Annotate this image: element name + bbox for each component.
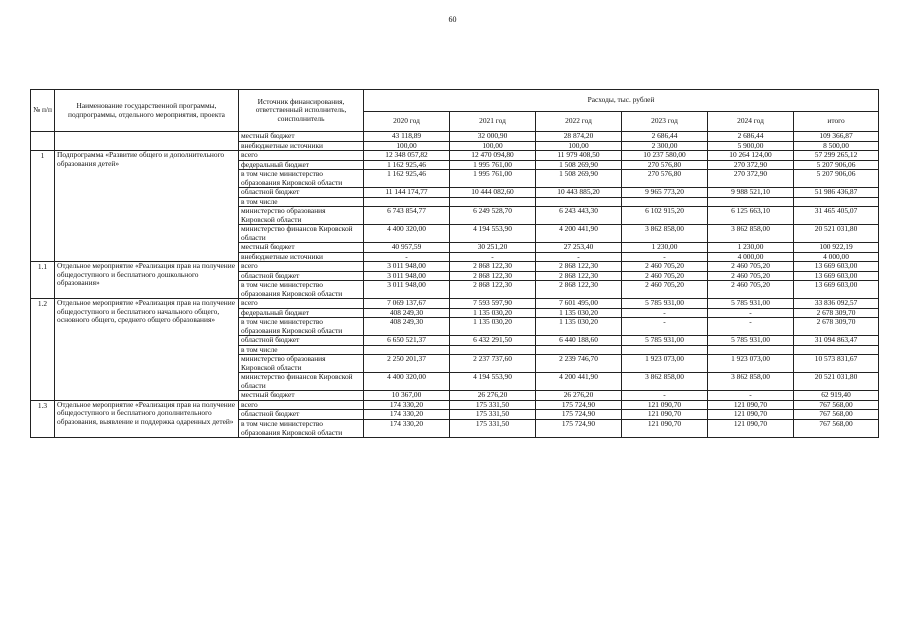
funding-source: всего — [239, 400, 364, 410]
table-row — [31, 262, 879, 272]
total-value: 767 568,00 — [794, 419, 879, 437]
header-number: № п/п — [31, 90, 55, 132]
year-value: 1 508 269,90 — [536, 160, 622, 170]
row-number: 1.2 — [31, 299, 55, 401]
year-value: 2 250 201,37 — [364, 355, 450, 373]
year-value: 1 508 269,90 — [536, 170, 622, 188]
funding-source: в том числе — [239, 197, 364, 207]
year-value: 1 230,00 — [708, 243, 794, 253]
year-value: 2 868 122,30 — [450, 271, 536, 281]
year-value: 6 743 854,77 — [364, 207, 450, 225]
year-value: 3 862 858,00 — [708, 373, 794, 391]
year-value: 270 372,90 — [708, 170, 794, 188]
total-value: 57 299 265,12 — [794, 151, 879, 161]
year-value: - — [450, 252, 536, 262]
year-value: - — [622, 308, 708, 318]
year-value: 5 785 931,00 — [708, 299, 794, 309]
year-value: 6 440 188,60 — [536, 336, 622, 346]
table-body — [31, 132, 879, 438]
year-value: 174 330,20 — [364, 410, 450, 420]
year-value: 28 874,20 — [536, 132, 622, 142]
year-value: 121 090,70 — [622, 400, 708, 410]
year-value — [364, 197, 450, 207]
year-value: - — [622, 252, 708, 262]
year-value: 43 118,89 — [364, 132, 450, 142]
year-value: - — [708, 318, 794, 336]
funding-source: местный бюджет — [239, 391, 364, 401]
year-value: 175 724,90 — [536, 419, 622, 437]
year-value: 2 237 737,60 — [450, 355, 536, 373]
total-value: 767 568,00 — [794, 400, 879, 410]
total-value: 20 521 031,80 — [794, 373, 879, 391]
header-year: 2021 год — [450, 112, 536, 132]
program-name: Отдельное мероприятие «Реализация прав на получение общедоступного и бесплатного начального общего, основного общего, среднего общего образования» — [55, 299, 239, 401]
year-value: 12 470 094,80 — [450, 151, 536, 161]
funding-source: в том числе министерство образования Кировской области — [239, 170, 364, 188]
year-value: 408 249,30 — [364, 318, 450, 336]
year-value: 1 995 761,00 — [450, 170, 536, 188]
year-value: 11 979 408,50 — [536, 151, 622, 161]
year-value: 5 785 931,00 — [708, 336, 794, 346]
year-value: 1 995 761,00 — [450, 160, 536, 170]
year-value: 175 331,50 — [450, 400, 536, 410]
row-number: 1.3 — [31, 400, 55, 437]
year-value: 2 868 122,30 — [536, 271, 622, 281]
row-number: 1.1 — [31, 262, 55, 299]
funding-source: в том числе министерство образования Кировской области — [239, 419, 364, 437]
year-value: 121 090,70 — [622, 410, 708, 420]
year-value: 1 162 925,46 — [364, 170, 450, 188]
funding-source: областной бюджет — [239, 336, 364, 346]
year-value: 121 090,70 — [708, 419, 794, 437]
funding-source: министерство финансов Кировской области — [239, 373, 364, 391]
total-value: 31 465 405,07 — [794, 207, 879, 225]
funding-source: местный бюджет — [239, 132, 364, 142]
program-name — [55, 132, 239, 151]
table-row — [31, 151, 879, 161]
funding-source: областной бюджет — [239, 188, 364, 198]
year-value: 1 923 073,00 — [708, 355, 794, 373]
year-value: 1 230,00 — [622, 243, 708, 253]
year-value: 10 367,00 — [364, 391, 450, 401]
year-value: 4 000,00 — [708, 252, 794, 262]
year-value — [450, 345, 536, 355]
year-value — [708, 345, 794, 355]
year-value: 10 444 082,60 — [450, 188, 536, 198]
year-value: - — [536, 252, 622, 262]
funding-source: министерство образования Кировской области — [239, 207, 364, 225]
funding-source: федеральный бюджет — [239, 308, 364, 318]
year-value: 270 576,80 — [622, 170, 708, 188]
funding-source: всего — [239, 299, 364, 309]
year-value: 4 400 320,00 — [364, 225, 450, 243]
funding-source: областной бюджет — [239, 410, 364, 420]
year-value: 10 264 124,00 — [708, 151, 794, 161]
year-value: 121 090,70 — [622, 419, 708, 437]
total-value: 8 500,00 — [794, 141, 879, 151]
year-value: 5 900,00 — [708, 141, 794, 151]
year-value: 6 102 915,20 — [622, 207, 708, 225]
funding-source: федеральный бюджет — [239, 160, 364, 170]
year-value: 1 135 030,20 — [450, 308, 536, 318]
year-value: 26 276,20 — [450, 391, 536, 401]
total-value: 2 678 309,70 — [794, 308, 879, 318]
funding-source: всего — [239, 262, 364, 272]
expenses-table — [30, 89, 879, 438]
total-value: 5 207 906,06 — [794, 170, 879, 188]
year-value: 1 135 030,20 — [450, 318, 536, 336]
total-value: 62 919,40 — [794, 391, 879, 401]
year-value: 175 724,90 — [536, 410, 622, 420]
year-value: 11 144 174,77 — [364, 188, 450, 198]
funding-source: местный бюджет — [239, 243, 364, 253]
year-value: 6 249 528,70 — [450, 207, 536, 225]
funding-source: внебюджетные источники — [239, 141, 364, 151]
year-value: 408 249,30 — [364, 308, 450, 318]
year-value: 7 069 137,67 — [364, 299, 450, 309]
year-value: 10 443 885,20 — [536, 188, 622, 198]
year-value: 9 988 521,10 — [708, 188, 794, 198]
year-value: 9 965 773,20 — [622, 188, 708, 198]
year-value: 10 237 580,00 — [622, 151, 708, 161]
year-value: 175 331,50 — [450, 419, 536, 437]
year-value: 7 601 495,00 — [536, 299, 622, 309]
year-value: 2 460 705,20 — [622, 271, 708, 281]
year-value: 3 862 858,00 — [622, 225, 708, 243]
header-total: итого — [794, 112, 879, 132]
header-source: Источник финансирования, ответственный исполнитель, соисполнитель — [239, 90, 364, 132]
total-value: 2 678 309,70 — [794, 318, 879, 336]
year-value: 2 460 705,20 — [708, 262, 794, 272]
total-value: 10 573 831,67 — [794, 355, 879, 373]
header-name: Наименование государственной программы, подпрограммы, отдельного мероприятия, проекта — [55, 90, 239, 132]
year-value — [708, 197, 794, 207]
year-value: 6 650 521,37 — [364, 336, 450, 346]
header-year: 2024 год — [708, 112, 794, 132]
year-value: 2 868 122,30 — [450, 281, 536, 299]
year-value: 1 135 030,20 — [536, 318, 622, 336]
year-value: 2 460 705,20 — [708, 271, 794, 281]
year-value: 121 090,70 — [708, 400, 794, 410]
year-value: 4 200 441,90 — [536, 225, 622, 243]
year-value: 3 011 948,00 — [364, 271, 450, 281]
funding-source: всего — [239, 151, 364, 161]
total-value — [794, 345, 879, 355]
year-value — [364, 345, 450, 355]
year-value: 2 686,44 — [622, 132, 708, 142]
year-value — [622, 197, 708, 207]
row-number: 1 — [31, 151, 55, 262]
year-value: 174 330,20 — [364, 419, 450, 437]
funding-source: в том числе — [239, 345, 364, 355]
year-value: 2 868 122,30 — [450, 262, 536, 272]
total-value — [794, 197, 879, 207]
year-value — [536, 345, 622, 355]
year-value: 121 090,70 — [708, 410, 794, 420]
year-value: 3 011 948,00 — [364, 281, 450, 299]
funding-source: внебюджетные источники — [239, 252, 364, 262]
year-value: 270 576,80 — [622, 160, 708, 170]
page-number: 60 — [448, 15, 457, 24]
year-value: 32 000,90 — [450, 132, 536, 142]
total-value: 4 000,00 — [794, 252, 879, 262]
year-value: 3 862 858,00 — [622, 373, 708, 391]
table-row — [31, 400, 879, 410]
program-name: Отдельное мероприятие «Реализация прав на получение общедоступного и бесплатного дополнительного образования, выявление и поддержка одаренных детей» — [55, 400, 239, 437]
year-value: 4 400 320,00 — [364, 373, 450, 391]
table-row — [31, 299, 879, 309]
year-value: 1 923 073,00 — [622, 355, 708, 373]
total-value: 13 669 603,00 — [794, 271, 879, 281]
year-value — [622, 345, 708, 355]
total-value: 13 669 603,00 — [794, 262, 879, 272]
year-value: 4 194 553,90 — [450, 373, 536, 391]
total-value: 31 094 863,47 — [794, 336, 879, 346]
year-value: - — [622, 391, 708, 401]
header-year: 2022 год — [536, 112, 622, 132]
year-value: 100,00 — [364, 141, 450, 151]
year-value: 40 957,59 — [364, 243, 450, 253]
year-value: 270 372,90 — [708, 160, 794, 170]
year-value: 2 868 122,30 — [536, 262, 622, 272]
year-value: 4 200 441,90 — [536, 373, 622, 391]
year-value: 5 785 931,00 — [622, 299, 708, 309]
total-value: 100 922,19 — [794, 243, 879, 253]
year-value: 5 785 931,00 — [622, 336, 708, 346]
year-value: 100,00 — [450, 141, 536, 151]
total-value: 20 521 031,80 — [794, 225, 879, 243]
funding-source: министерство финансов Кировской области — [239, 225, 364, 243]
year-value: 30 251,20 — [450, 243, 536, 253]
year-value: 2 460 705,20 — [622, 262, 708, 272]
header-year: 2023 год — [622, 112, 708, 132]
funding-source: областной бюджет — [239, 271, 364, 281]
total-value: 33 836 092,57 — [794, 299, 879, 309]
program-name: Отдельное мероприятие «Реализация прав на получение общедоступного и бесплатного дошкольного образования» — [55, 262, 239, 299]
year-value: 1 135 030,20 — [536, 308, 622, 318]
funding-source: в том числе министерство образования Кировской области — [239, 318, 364, 336]
year-value: 26 276,20 — [536, 391, 622, 401]
year-value: 175 724,90 — [536, 400, 622, 410]
year-value: 6 243 443,30 — [536, 207, 622, 225]
year-value: 6 432 291,50 — [450, 336, 536, 346]
header-expenses: Расходы, тыс. рублей — [364, 90, 879, 112]
year-value: 6 125 663,10 — [708, 207, 794, 225]
total-value: 5 207 906,06 — [794, 160, 879, 170]
year-value: 100,00 — [536, 141, 622, 151]
funding-source: в том числе министерство образования Кировской области — [239, 281, 364, 299]
year-value — [450, 197, 536, 207]
year-value: 2 300,00 — [622, 141, 708, 151]
year-value: 2 460 705,20 — [622, 281, 708, 299]
year-value — [536, 197, 622, 207]
year-value: 175 331,50 — [450, 410, 536, 420]
year-value: 27 253,40 — [536, 243, 622, 253]
header-year: 2020 год — [364, 112, 450, 132]
year-value: 2 460 705,20 — [708, 281, 794, 299]
year-value: - — [622, 318, 708, 336]
year-value: 4 194 553,90 — [450, 225, 536, 243]
year-value: - — [708, 391, 794, 401]
program-name: Подпрограмма «Развитие общего и дополнительного образования детей» — [55, 151, 239, 262]
total-value: 109 366,87 — [794, 132, 879, 142]
year-value: 3 011 948,00 — [364, 262, 450, 272]
funding-source: министерство образования Кировской области — [239, 355, 364, 373]
year-value: - — [364, 252, 450, 262]
year-value: 2 686,44 — [708, 132, 794, 142]
total-value: 13 669 603,00 — [794, 281, 879, 299]
year-value: - — [708, 308, 794, 318]
table-row — [31, 132, 879, 142]
total-value: 51 986 436,87 — [794, 188, 879, 198]
year-value: 2 239 746,70 — [536, 355, 622, 373]
year-value: 2 868 122,30 — [536, 281, 622, 299]
total-value: 767 568,00 — [794, 410, 879, 420]
year-value: 1 162 925,46 — [364, 160, 450, 170]
year-value: 12 348 057,82 — [364, 151, 450, 161]
year-value: 7 593 597,90 — [450, 299, 536, 309]
year-value: 3 862 858,00 — [708, 225, 794, 243]
year-value: 174 330,20 — [364, 400, 450, 410]
row-number — [31, 132, 55, 151]
